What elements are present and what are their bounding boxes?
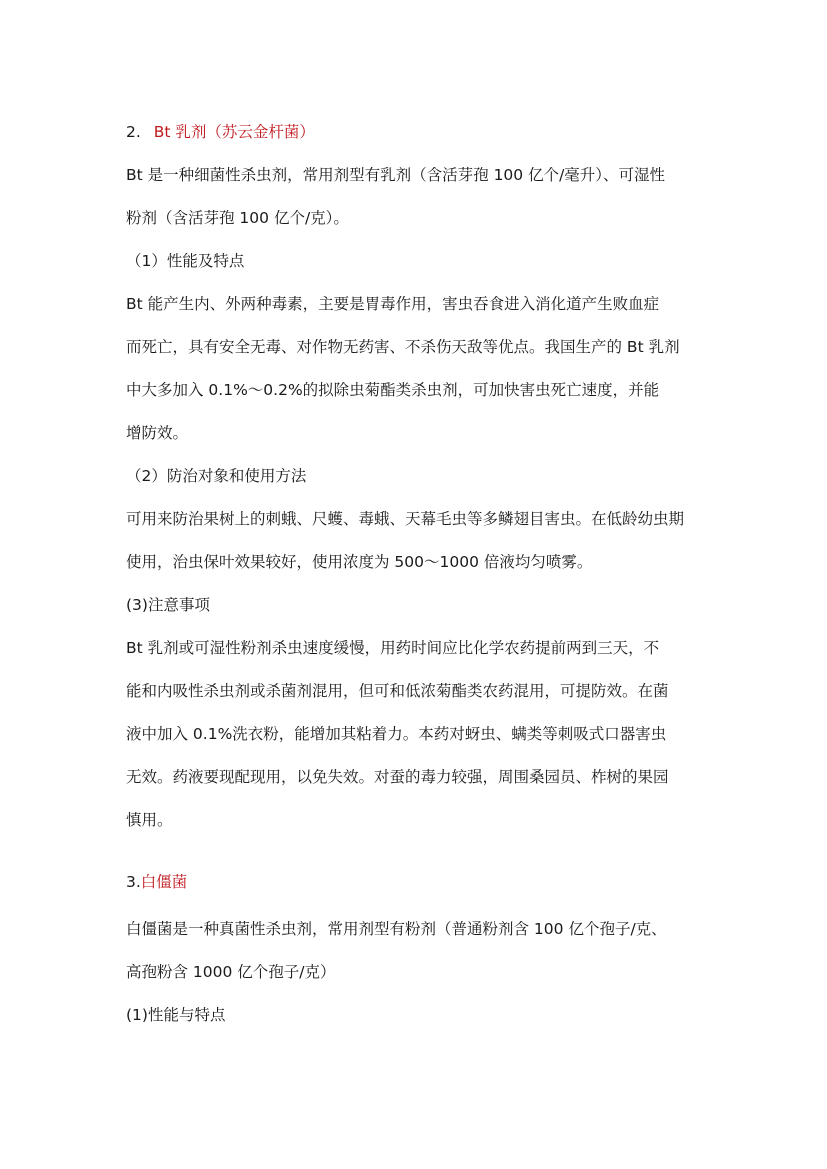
subheading-performance-features: (1)性能与特点 — [126, 1006, 226, 1024]
paragraph-line: 能和内吸性杀虫剂或杀菌剂混用，但可和低浓菊酯类农药混用，可提防效。在菌 — [126, 682, 669, 700]
paragraph-line: Bt 能产生内、外两种毒素，主要是胃毒作用，害虫吞食进入消化道产生败血症 — [126, 295, 660, 313]
section-2-title: Bt 乳剂（苏云金杆菌） — [153, 123, 315, 141]
section-3-number: 3. — [126, 873, 141, 891]
paragraph-line: 无效。药液要现配现用，以免失效。对蚕的毒力较强，周围桑园员、柞树的果园 — [126, 768, 669, 786]
subheading-usage: （2）防治对象和使用方法 — [126, 467, 307, 485]
section-2-heading — [126, 122, 716, 142]
paragraph-line: 白僵菌是一种真菌性杀虫剂，常用剂型有粉剂（普通粉剂含 100 亿个孢子/克、 — [126, 920, 667, 938]
paragraph-line: 可用来防治果树上的刺蛾、尺蠖、毒蛾、天幕毛虫等多鳞翅目害虫。在低龄幼虫期 — [126, 510, 685, 528]
paragraph-line: 中大多加入 0.1%～0.2%的拟除虫菊酯类杀虫剂，可加快害虫死亡速度，并能 — [126, 381, 660, 399]
subheading-notes: (3)注意事项 — [126, 596, 210, 614]
paragraph-line: 粉剂（含活芽孢 100 亿个/克）。 — [126, 209, 349, 227]
paragraph-line: 而死亡，具有安全无毒、对作物无药害、不杀伤天敌等优点。我国生产的 Bt 乳剂 — [126, 338, 680, 356]
section-3-title: 白僵菌 — [140, 873, 188, 891]
paragraph-line: 高孢粉含 1000 亿个孢子/克） — [126, 963, 336, 981]
paragraph-line: 使用，治虫保叶效果较好，使用浓度为 500～1000 倍液均匀喷雾。 — [126, 553, 593, 571]
subheading-performance: （1）性能及特点 — [126, 252, 245, 270]
paragraph-line: 慎用。 — [126, 811, 173, 829]
paragraph-line: 液中加入 0.1%洗衣粉，能增加其粘着力。本药对蚜虫、螨类等刺吸式口器害虫 — [126, 725, 667, 743]
paragraph-line: Bt 乳剂或可湿性粉剂杀虫速度缓慢，用药时间应比化学农药提前两到三天，不 — [126, 639, 660, 657]
paragraph-line: 增防效。 — [126, 424, 189, 442]
section-2-number: 2. — [126, 123, 141, 141]
section-3-heading — [126, 872, 716, 892]
paragraph-line: Bt 是一种细菌性杀虫剂，常用剂型有乳剂（含活芽孢 100 亿个/毫升）、可湿性 — [126, 166, 666, 184]
